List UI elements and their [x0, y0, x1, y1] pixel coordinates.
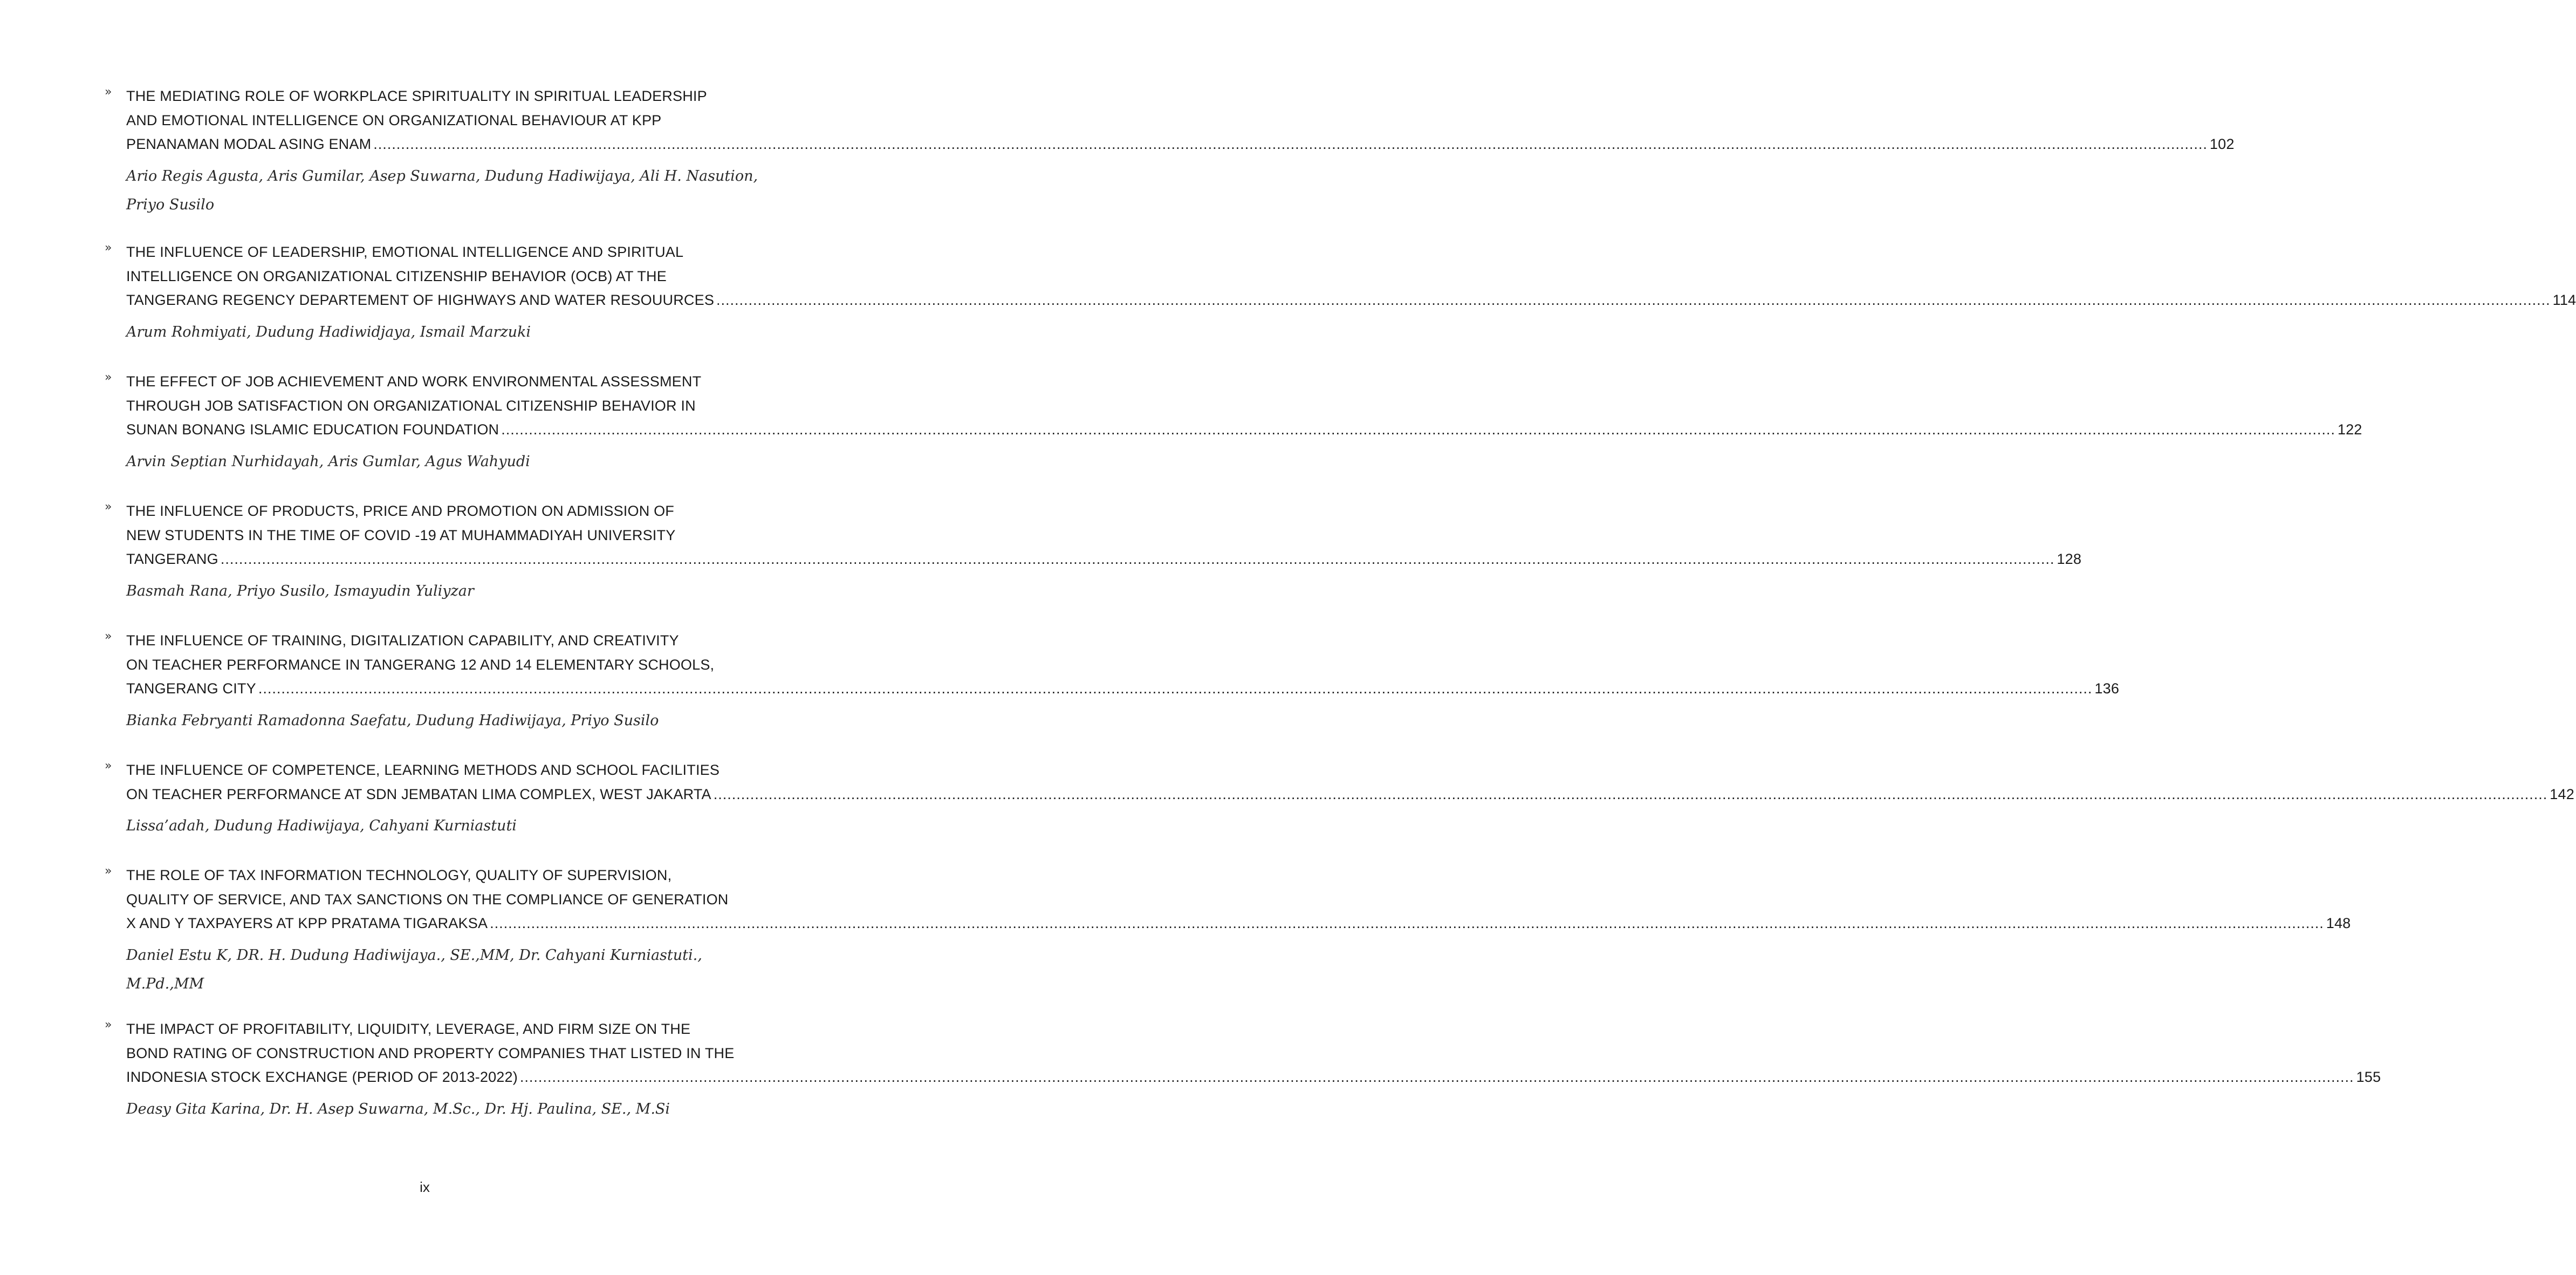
- page-number: 114: [2552, 292, 2576, 308]
- title-line: ON TEACHER PERFORMANCE AT SDN JEMBATAN LIMA COMPLEX, WEST JAKARTA: [126, 786, 711, 802]
- bullet-marker-icon: »: [105, 500, 112, 514]
- title-line-with-leader: [126, 911, 2351, 936]
- toc-entry-authors: Ario Regis Agusta, Aris Gumilar, Asep Suwarna, Dudung Hadiwijaya, Ali H. Nasution, Priyo Susilo: [126, 168, 758, 213]
- title-line: AND EMOTIONAL INTELLIGENCE ON ORGANIZATIONAL BEHAVIOUR AT KPP: [126, 112, 662, 128]
- toc-entry-authors: Arum Rohmiyati, Dudung Hadiwidjaya, Ismail Marzuki: [126, 324, 531, 340]
- dot-leader: ................................................................................................................................................................................................................................................................................................................................................................................................................: [519, 1069, 2354, 1085]
- title-line: TANGERANG CITY: [126, 680, 256, 697]
- bullet-marker-icon: »: [105, 241, 112, 255]
- bullet-marker-icon: »: [105, 759, 112, 773]
- toc-entry-authors: Lissa’adah, Dudung Hadiwijaya, Cahyani Kurniastuti: [126, 817, 517, 834]
- dot-leader: ................................................................................................................................................................................................................................................................................................................................................................................................................: [713, 786, 2548, 802]
- dot-leader: ................................................................................................................................................................................................................................................................................................................................................................................................................: [258, 680, 2093, 697]
- title-line: TANGERANG: [126, 551, 218, 567]
- toc-entry-title: [126, 84, 2235, 156]
- toc-entry-title: [126, 370, 2362, 442]
- title-line: BOND RATING OF CONSTRUCTION AND PROPERTY COMPANIES THAT LISTED IN THE: [126, 1045, 735, 1061]
- dot-leader: ................................................................................................................................................................................................................................................................................................................................................................................................................: [490, 915, 2324, 931]
- page-number: 136: [2094, 680, 2120, 697]
- toc-entry-authors: Arvin Septian Nurhidayah, Aris Gumlar, Agus Wahyudi: [126, 453, 530, 470]
- bullet-marker-icon: »: [105, 85, 112, 99]
- bullet-marker-icon: »: [105, 371, 112, 384]
- title-line: INTELLIGENCE ON ORGANIZATIONAL CITIZENSHIP BEHAVIOR (OCB) AT THE: [126, 268, 667, 284]
- title-line: THE IMPACT OF PROFITABILITY, LIQUIDITY, LEVERAGE, AND FIRM SIZE ON THE: [126, 1021, 691, 1037]
- title-line: INDONESIA STOCK EXCHANGE (PERIOD OF 2013-2022): [126, 1069, 518, 1085]
- toc-entry-authors: Basmah Rana, Priyo Susilo, Ismayudin Yuliyzar: [126, 583, 474, 599]
- page-number: 122: [2337, 421, 2362, 438]
- title-line-with-leader: [126, 782, 2574, 807]
- toc-entry-authors: Deasy Gita Karina, Dr. H. Asep Suwarna, M.Sc., Dr. Hj. Paulina, SE., M.Si: [126, 1101, 670, 1117]
- title-line: ON TEACHER PERFORMANCE IN TANGERANG 12 AND 14 ELEMENTARY SCHOOLS,: [126, 656, 715, 673]
- bullet-marker-icon: »: [105, 630, 112, 643]
- page-number: 142: [2550, 786, 2574, 802]
- title-line: THE INFLUENCE OF LEADERSHIP, EMOTIONAL INTELLIGENCE AND SPIRITUAL: [126, 244, 684, 260]
- title-line-with-leader: [126, 288, 2576, 312]
- title-line-with-leader: [126, 677, 2120, 701]
- page-number: 155: [2356, 1069, 2381, 1085]
- toc-entry-authors: Daniel Estu K, DR. H. Dudung Hadiwijaya., SE.,MM, Dr. Cahyani Kurniastuti., M.Pd.,MM: [126, 947, 702, 992]
- title-line: THE INFLUENCE OF TRAINING, DIGITALIZATION CAPABILITY, AND CREATIVITY: [126, 632, 679, 649]
- toc-entry-authors: Bianka Febryanti Ramadonna Saefatu, Dudung Hadiwijaya, Priyo Susilo: [126, 712, 659, 729]
- title-line: THE MEDIATING ROLE OF WORKPLACE SPIRITUALITY IN SPIRITUAL LEADERSHIP: [126, 88, 707, 104]
- title-line: THE EFFECT OF JOB ACHIEVEMENT AND WORK ENVIRONMENTAL ASSESSMENT: [126, 373, 702, 390]
- title-line: THE INFLUENCE OF COMPETENCE, LEARNING METHODS AND SCHOOL FACILITIES: [126, 762, 720, 778]
- toc-entry-title: [126, 758, 2574, 806]
- title-line: SUNAN BONANG ISLAMIC EDUCATION FOUNDATION: [126, 421, 499, 438]
- page-number: 128: [2057, 551, 2082, 567]
- title-line: QUALITY OF SERVICE, AND TAX SANCTIONS ON THE COMPLIANCE OF GENERATION: [126, 891, 729, 908]
- toc-entry-title: [126, 863, 2351, 936]
- title-line-with-leader: [126, 132, 2235, 156]
- title-line-with-leader: [126, 547, 2082, 571]
- title-line: NEW STUDENTS IN THE TIME OF COVID -19 AT MUHAMMADIYAH UNIVERSITY: [126, 527, 676, 543]
- title-line: THROUGH JOB SATISFACTION ON ORGANIZATIONAL CITIZENSHIP BEHAVIOR IN: [126, 397, 696, 414]
- toc-entry-title: [126, 499, 2082, 571]
- page-number: 148: [2326, 915, 2351, 931]
- title-line: THE INFLUENCE OF PRODUCTS, PRICE AND PROMOTION ON ADMISSION OF: [126, 503, 674, 519]
- page-number: 102: [2209, 136, 2235, 152]
- toc-entry-title: [126, 629, 2120, 701]
- title-line: X AND Y TAXPAYERS AT KPP PRATAMA TIGARAKSA: [126, 915, 488, 931]
- toc-entry-title: [126, 240, 2576, 312]
- bullet-marker-icon: »: [105, 1018, 112, 1032]
- dot-leader: ................................................................................................................................................................................................................................................................................................................................................................................................................: [373, 136, 2208, 152]
- dot-leader: ................................................................................................................................................................................................................................................................................................................................................................................................................: [220, 551, 2055, 567]
- bullet-marker-icon: »: [105, 864, 112, 878]
- page-number-footer: ix: [420, 1179, 430, 1195]
- toc-entry-title: [126, 1017, 2381, 1089]
- title-line-with-leader: [126, 418, 2362, 442]
- title-line: PENANAMAN MODAL ASING ENAM: [126, 136, 372, 152]
- dot-leader: ................................................................................................................................................................................................................................................................................................................................................................................................................: [501, 421, 2335, 438]
- title-line-with-leader: [126, 1065, 2381, 1089]
- title-line: THE ROLE OF TAX INFORMATION TECHNOLOGY, QUALITY OF SUPERVISION,: [126, 867, 672, 883]
- dot-leader: ................................................................................................................................................................................................................................................................................................................................................................................................................: [716, 292, 2551, 308]
- title-line: TANGERANG REGENCY DEPARTEMENT OF HIGHWAYS AND WATER RESOUURCES: [126, 292, 715, 308]
